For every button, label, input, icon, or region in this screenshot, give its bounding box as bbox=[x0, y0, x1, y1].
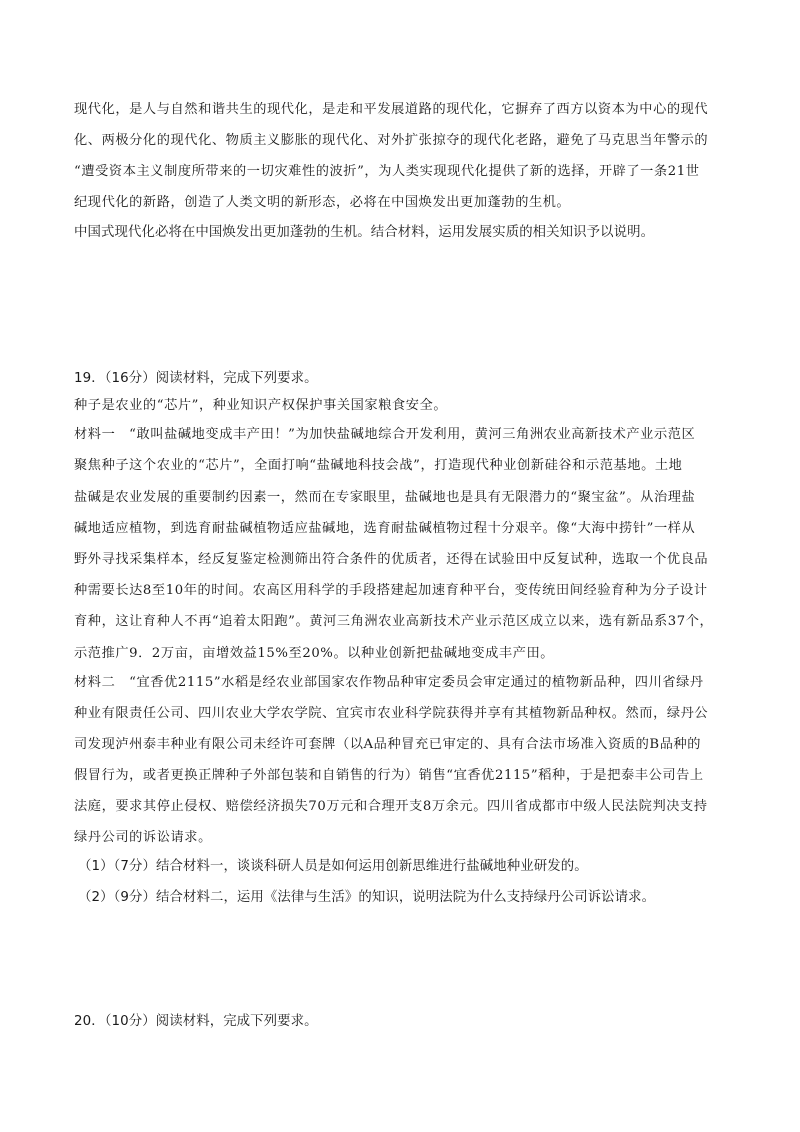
material2-line: 材料二 “宜香优2115”水稻是经农业部国家农作物品种审定委员会审定通过的植物新品种，四川省绿丹 bbox=[74, 675, 704, 690]
q19-header: 19．（16分）阅读材料，完成下列要求。 bbox=[74, 371, 318, 386]
intro-line: 化、两极分化的现代化、物质主义膨胀的现代化、对外扩张掠夺的现代化老路，避免了马克思当年警示的 bbox=[74, 133, 709, 148]
material1-line: 野外寻找采集样本，经反复鉴定检测筛出符合条件的优质者，还得在试验田中反复试种，选取一个优良品 bbox=[74, 552, 709, 567]
q20-header: 20．（10分）阅读材料，完成下列要求。 bbox=[74, 1014, 318, 1029]
material1-line: 盐碱是农业发展的重要制约因素一，然而在专家眼里，盐碱地也是具有无限潜力的“聚宝盆”。从治理盐 bbox=[74, 490, 696, 505]
material2-line: 司发现泸州泰丰种业有限公司未经许可套牌（以A品种冒充已审定的、具有合法市场准入资质的B品种的 bbox=[74, 737, 702, 752]
q19-sub-question-2: （2）（9分）结合材料二，运用《法律与生活》的知识，说明法院为什么支持绿丹公司诉讼请求。 bbox=[78, 890, 656, 905]
material2-line: 假冒行为，或者更换正牌种子外部包装和自销售的行为）销售“宜香优2115”稻种，于是把泰丰公司告上 bbox=[74, 768, 704, 783]
material1-line: 碱地适应植物，到选育耐盐碱植物适应盐碱地，选育耐盐碱植物过程十分艰辛。像“大海中捞针”一样从 bbox=[74, 521, 696, 536]
intro-line: “遭受资本主义制度所带来的一切灾难性的波折”，为人类实现现代化提供了新的选择，开辟了一条21世 bbox=[74, 164, 700, 179]
intro-question: 中国式现代化必将在中国焕发出更加蓬勃的生机。结合材料，运用发展实质的相关知识予以说明。 bbox=[74, 225, 655, 240]
material1-line: 种需要长达8至10年的时间。农高区用科学的手段搭建起加速育种平台，变传统田间经验育种为分子设计 bbox=[74, 583, 708, 598]
q19-sub-question-1: （1）（7分）结合材料一，谈谈科研人员是如何运用创新思维进行盐碱地种业研发的。 bbox=[78, 859, 588, 874]
material2-line: 种业有限责任公司、四川农业大学农学院、宜宾市农业科学院获得并享有其植物新品种权。然而，绿丹公 bbox=[74, 706, 709, 721]
material1-line: 聚焦种子这个农业的“芯片”，全面打响“盐碱地科技会战”，打造现代种业创新硅谷和示范基地。土地 bbox=[74, 458, 683, 473]
material2-line: 法庭，要求其停止侵权、赔偿经济损失70万元和合理开支8万余元。四川省成都市中级人民法院判决支持 bbox=[74, 799, 708, 814]
material1-line: 示范推广9．2万亩，亩增效益15%至20%。以种业创新把盐碱地变成丰产田。 bbox=[74, 646, 555, 661]
intro-line: 纪现代化的新路，创造了人类文明的新形态，必将在中国焕发出更加蓬勃的生机。 bbox=[74, 195, 571, 210]
intro-line: 现代化，是人与自然和谐共生的现代化，是走和平发展道路的现代化，它摒弃了西方以资本为中心的现代 bbox=[74, 102, 709, 117]
material1-line: 材料一 “敢叫盐碱地变成丰产田！”为加快盐碱地综合开发利用，黄河三角洲农业高新技术产业示范区 bbox=[74, 427, 696, 442]
q19-lead: 种子是农业的“芯片”，种业知识产权保护事关国家粮食安全。 bbox=[74, 398, 448, 413]
material2-line: 绿丹公司的诉讼请求。 bbox=[74, 830, 212, 845]
material1-line: 育种，这让育种人不再“追着太阳跑”。黄河三角洲农业高新技术产业示范区成立以来，选有新品系37个， bbox=[74, 614, 714, 629]
